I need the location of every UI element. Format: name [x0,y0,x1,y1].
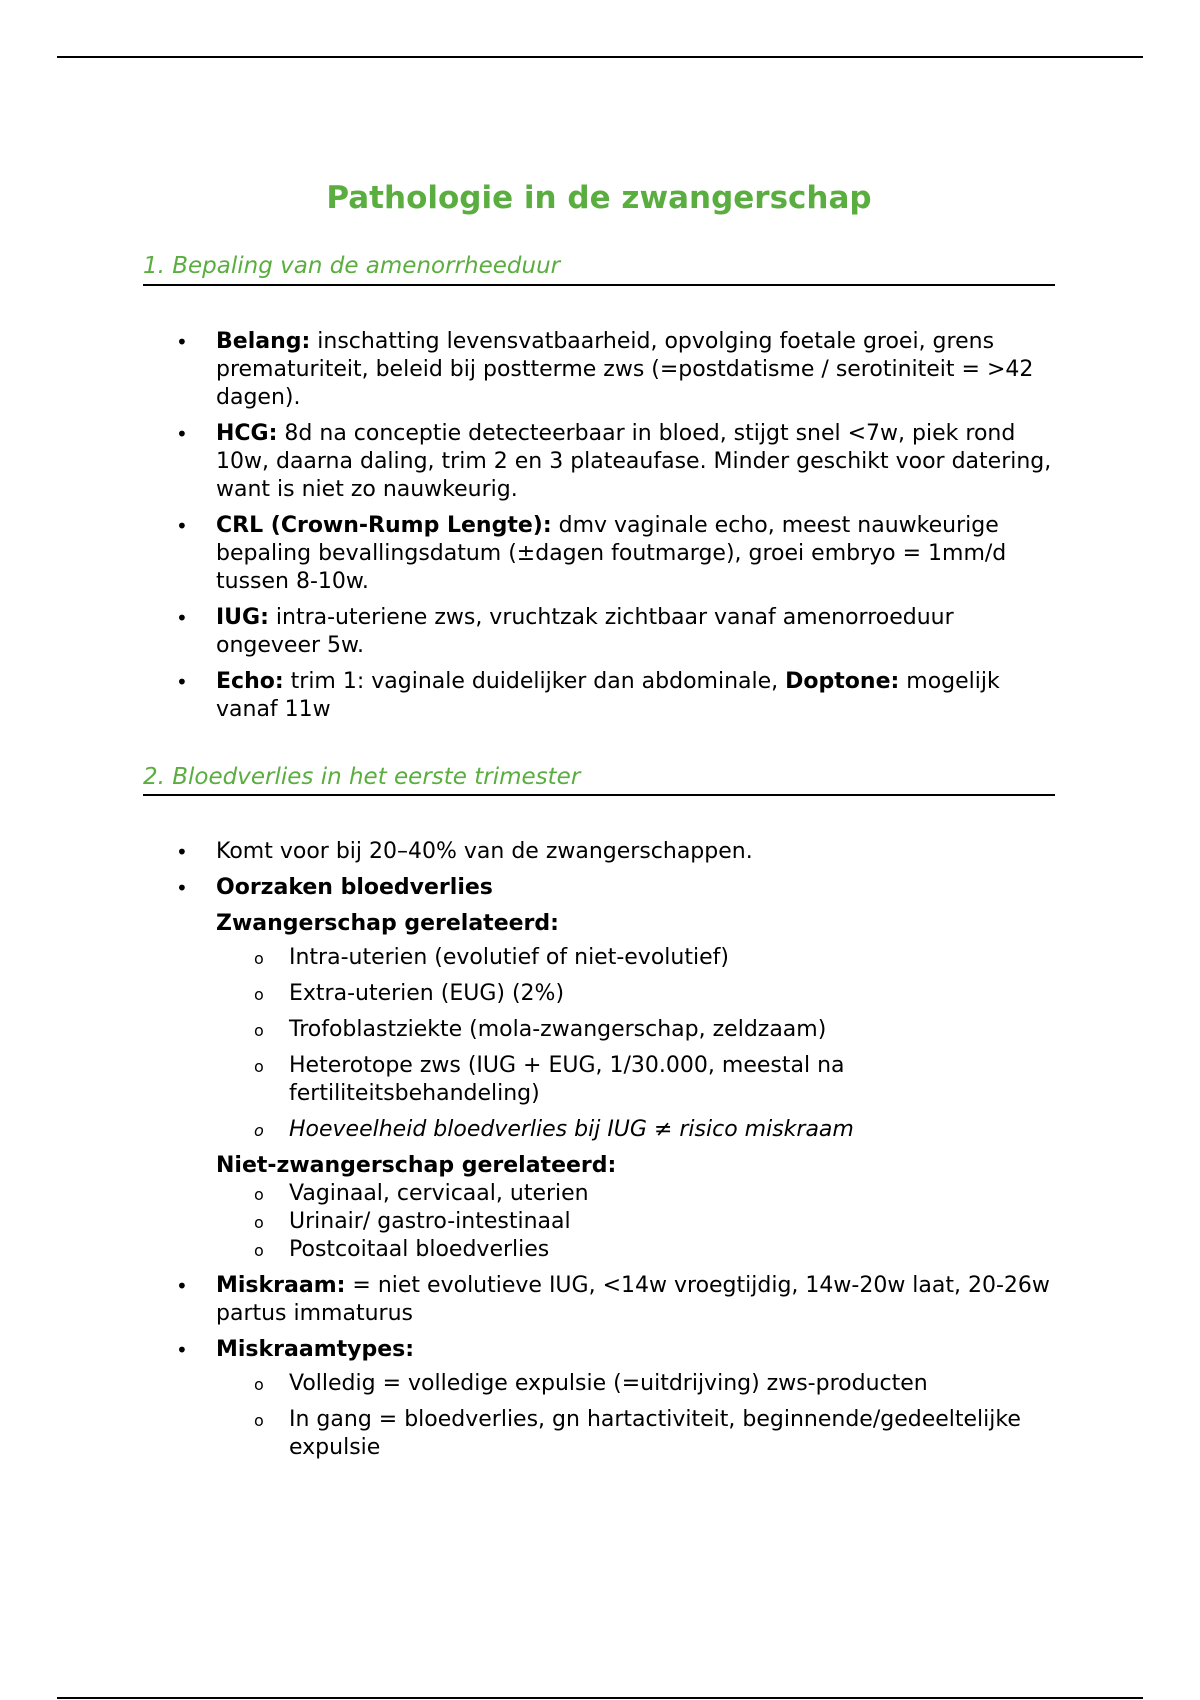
pregnancy-related-list [216,944,1055,1144]
list-item [143,874,1055,1264]
list-item [143,1336,1055,1462]
sub-list-item: o Hoeveelheid bloedverlies bij IUG ≠ risico miskraam [216,1116,1055,1144]
pregnancy-related-heading: Zwangerschap gerelateerd: [216,911,559,937]
miscarriage-types-list [216,1370,1055,1462]
section-heading-amenorrhea: 1. Bepaling van de amenorrheeduur [143,253,1055,286]
section-heading-bleeding: 2. Bloedverlies in het eerste trimester [143,764,1055,797]
sub-list-item: o Trofoblastziekte (mola-zwangerschap, zeldzaam) [216,1016,1055,1044]
list-item: • HCG: 8d na conceptie detecteerbaar in bloed, stijgt snel <7w, piek rond 10w, daarna daling, trim 2 en 3 plateaufase. Minder geschikt voor datering, want is niet zo nauwkeurig. [143,420,1055,504]
footer-rule [57,1697,1143,1699]
non-pregnancy-related-list [216,1180,1055,1264]
sub-list-item: o Volledig = volledige expulsie (=uitdrijving) zws-producten [216,1370,1055,1398]
sub-list-item: o In gang = bloedverlies, gn hartactiviteit, beginnende/gedeeltelijke expulsie [216,1406,1055,1462]
sub-list-item: o Heterotope zws (IUG + EUG, 1/30.000, meestal na fertiliteitsbehandeling) [216,1052,1055,1108]
list-item: • CRL (Crown-Rump Lengte): dmv vaginale echo, meest nauwkeurige bepaling bevallingsdatum (±dagen foutmarge), groei embryo = 1mm/d tussen 8-10w. [143,512,1055,596]
list-item: • Echo: trim 1: vaginale duidelijker dan abdominale, Doptone: mogelijk vanaf 11w [143,668,1055,724]
non-pregnancy-related-heading: Niet-zwangerschap gerelateerd: [216,1153,617,1179]
page-title: Pathologie in de zwangerschap [326,180,872,216]
bleeding-list [143,838,1055,1462]
miscarriage-types-label: Miskraamtypes: [216,1337,415,1363]
amenorrhea-list [143,328,1055,724]
list-item: • Miskraam: = niet evolutieve IUG, <14w vroegtijdig, 14w-20w laat, 20-26w partus immaturus [143,1272,1055,1328]
sub-list-item: o Intra-uterien (evolutief of niet-evolutief) [216,944,1055,972]
list-item: • Komt voor bij 20–40% van de zwangerschappen. [143,838,1055,866]
list-item: • IUG: intra-uteriene zws, vruchtzak zichtbaar vanaf amenorroeduur ongeveer 5w. [143,604,1055,660]
sub-list-item: o Vaginaal, cervicaal, uterien [216,1180,1055,1208]
document-body [143,170,1055,1470]
sub-list-item: o Postcoitaal bloedverlies [216,1236,1055,1264]
sub-list-item: o Extra-uterien (EUG) (2%) [216,980,1055,1008]
list-item: • Belang: inschatting levensvatbaarheid, opvolging foetale groei, grens prematuriteit, beleid bij postterme zws (=postdatisme / serotiniteit = >42 dagen). [143,328,1055,412]
sub-list-item: o Urinair/ gastro-intestinaal [216,1208,1055,1236]
causes-label: Oorzaken bloedverlies [216,875,493,901]
header-rule [57,56,1143,58]
